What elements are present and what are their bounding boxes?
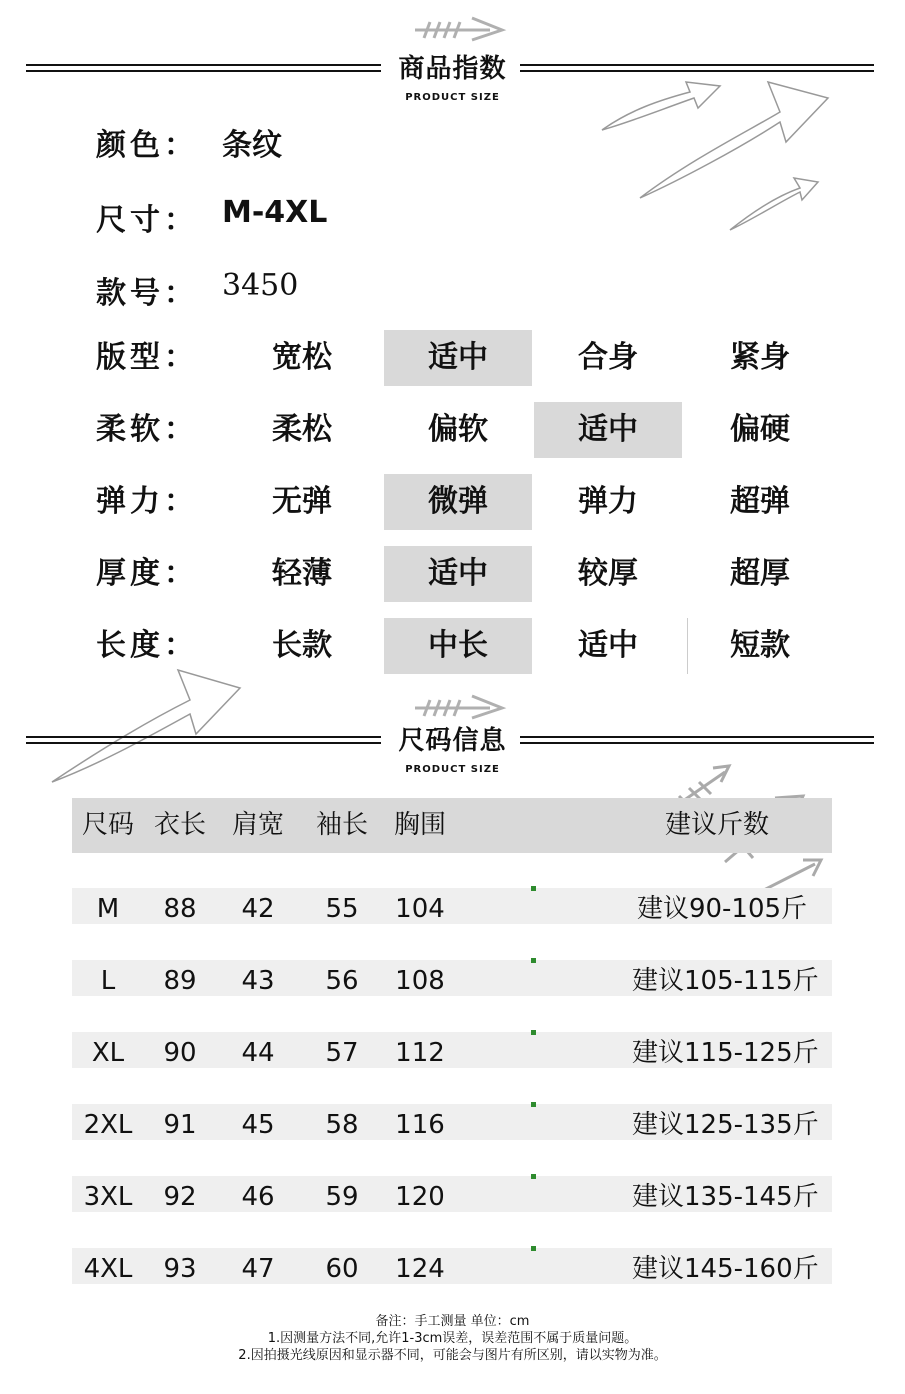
size-cell: 4XL bbox=[83, 1254, 133, 1284]
shoulder-cell: 47 bbox=[241, 1254, 275, 1284]
index-option: 合身 bbox=[578, 340, 638, 375]
index-option: 长款 bbox=[272, 628, 332, 663]
chest-cell: 124 bbox=[395, 1254, 445, 1284]
index-option-selected: 中长 bbox=[384, 618, 532, 674]
weight-cell: 建议105-115斤 bbox=[632, 966, 819, 996]
index-option: 无弹 bbox=[272, 484, 332, 519]
section-subtitle: PRODUCT SIZE bbox=[405, 764, 500, 775]
sleeve-cell: 57 bbox=[325, 1038, 359, 1068]
style-number-value: 3450 bbox=[222, 268, 299, 303]
tick-mark bbox=[531, 958, 536, 963]
index-option: 弹力 bbox=[578, 484, 638, 519]
index-option: 适中 bbox=[578, 628, 638, 663]
index-option-selected: 适中 bbox=[534, 402, 682, 458]
tick-mark bbox=[531, 1246, 536, 1251]
divider bbox=[687, 618, 688, 674]
index-row bbox=[0, 330, 905, 386]
size-cell: M bbox=[96, 894, 120, 924]
shoulder-cell: 43 bbox=[241, 966, 275, 996]
size-label: 尺寸： bbox=[96, 203, 198, 238]
sleeve-cell: 55 bbox=[325, 894, 359, 924]
sleeve-cell: 60 bbox=[325, 1254, 359, 1284]
weight-cell: 建议135-145斤 bbox=[632, 1182, 819, 1212]
index-label: 弹力： bbox=[96, 484, 198, 519]
tick-mark bbox=[531, 1174, 536, 1179]
color-value: 条纹 bbox=[222, 128, 282, 163]
length-cell: 93 bbox=[163, 1254, 197, 1284]
note-line: 2.因拍摄光线原因和显示器不同，可能会与图片有所区别，请以实物为准。 bbox=[238, 1348, 667, 1363]
tick-mark bbox=[531, 1030, 536, 1035]
size-info-header bbox=[0, 712, 905, 775]
shoulder-cell: 45 bbox=[241, 1110, 275, 1140]
length-cell: 92 bbox=[163, 1182, 197, 1212]
sleeve-cell: 59 bbox=[325, 1182, 359, 1212]
table-row bbox=[72, 1248, 832, 1284]
index-option: 超弹 bbox=[730, 484, 790, 519]
shoulder-cell: 44 bbox=[241, 1038, 275, 1068]
color-label: 颜色： bbox=[96, 128, 198, 163]
shoulder-cell: 46 bbox=[241, 1182, 275, 1212]
arrow-decoration-icon bbox=[410, 8, 520, 42]
section-title: 尺码信息 bbox=[398, 726, 507, 756]
size-cell: 3XL bbox=[83, 1182, 133, 1212]
chest-cell: 104 bbox=[395, 894, 445, 924]
index-row bbox=[0, 474, 905, 530]
size-cell: 2XL bbox=[83, 1110, 133, 1140]
chest-cell: 120 bbox=[395, 1182, 445, 1212]
size-cell: L bbox=[100, 966, 116, 996]
note-line: 1.因测量方法不同,允许1-3cm误差，误差范围不属于质量问题。 bbox=[267, 1331, 638, 1346]
index-label: 长度： bbox=[96, 628, 198, 663]
tick-mark bbox=[531, 886, 536, 891]
index-row bbox=[0, 546, 905, 602]
header-weight: 建议斤数 bbox=[664, 810, 769, 840]
weight-cell: 建议115-125斤 bbox=[632, 1038, 819, 1068]
length-cell: 91 bbox=[163, 1110, 197, 1140]
sleeve-cell: 58 bbox=[325, 1110, 359, 1140]
table-row bbox=[72, 1104, 832, 1140]
note-line: 备注：手工测量 单位：cm bbox=[375, 1314, 530, 1329]
index-option: 超厚 bbox=[730, 556, 790, 591]
chest-cell: 112 bbox=[395, 1038, 445, 1068]
index-row bbox=[0, 402, 905, 458]
header-size: 尺码 bbox=[81, 810, 134, 840]
section-subtitle: PRODUCT SIZE bbox=[405, 92, 500, 103]
style-number-label: 款号： bbox=[96, 276, 198, 311]
length-cell: 89 bbox=[163, 966, 197, 996]
table-row bbox=[72, 1032, 832, 1068]
table-row bbox=[72, 1176, 832, 1212]
shoulder-cell: 42 bbox=[241, 894, 275, 924]
index-option-selected: 适中 bbox=[384, 330, 532, 386]
index-row bbox=[0, 618, 905, 674]
index-option: 紧身 bbox=[730, 340, 790, 375]
size-cell: XL bbox=[91, 1038, 125, 1068]
index-option-selected: 微弹 bbox=[384, 474, 532, 530]
size-table-header bbox=[72, 798, 832, 853]
index-option: 偏软 bbox=[428, 412, 488, 447]
size-value: M-4XL bbox=[222, 195, 328, 230]
header-length: 衣长 bbox=[153, 810, 206, 840]
index-option: 轻薄 bbox=[272, 556, 332, 591]
index-option-selected: 适中 bbox=[384, 546, 532, 602]
index-label: 柔软： bbox=[96, 412, 198, 447]
sleeve-cell: 56 bbox=[325, 966, 359, 996]
length-cell: 88 bbox=[163, 894, 197, 924]
index-option: 偏硬 bbox=[730, 412, 790, 447]
header-chest: 胸围 bbox=[393, 810, 446, 840]
table-row bbox=[72, 888, 832, 924]
header-shoulder: 肩宽 bbox=[231, 810, 284, 840]
index-label: 版型： bbox=[96, 340, 198, 375]
section-title: 商品指数 bbox=[398, 54, 507, 84]
weight-cell: 建议125-135斤 bbox=[632, 1110, 819, 1140]
table-row bbox=[72, 960, 832, 996]
weight-cell: 建议145-160斤 bbox=[632, 1254, 819, 1284]
index-label: 厚度： bbox=[96, 556, 198, 591]
chest-cell: 116 bbox=[395, 1110, 445, 1140]
index-option: 短款 bbox=[730, 628, 790, 663]
index-option: 较厚 bbox=[578, 556, 638, 591]
chest-cell: 108 bbox=[395, 966, 445, 996]
length-cell: 90 bbox=[163, 1038, 197, 1068]
header-sleeve: 袖长 bbox=[315, 810, 368, 840]
tick-mark bbox=[531, 1102, 536, 1107]
weight-cell: 建议90-105斤 bbox=[636, 894, 808, 924]
index-option: 宽松 bbox=[272, 340, 332, 375]
product-index-header bbox=[0, 40, 905, 103]
index-option: 柔松 bbox=[272, 412, 332, 447]
